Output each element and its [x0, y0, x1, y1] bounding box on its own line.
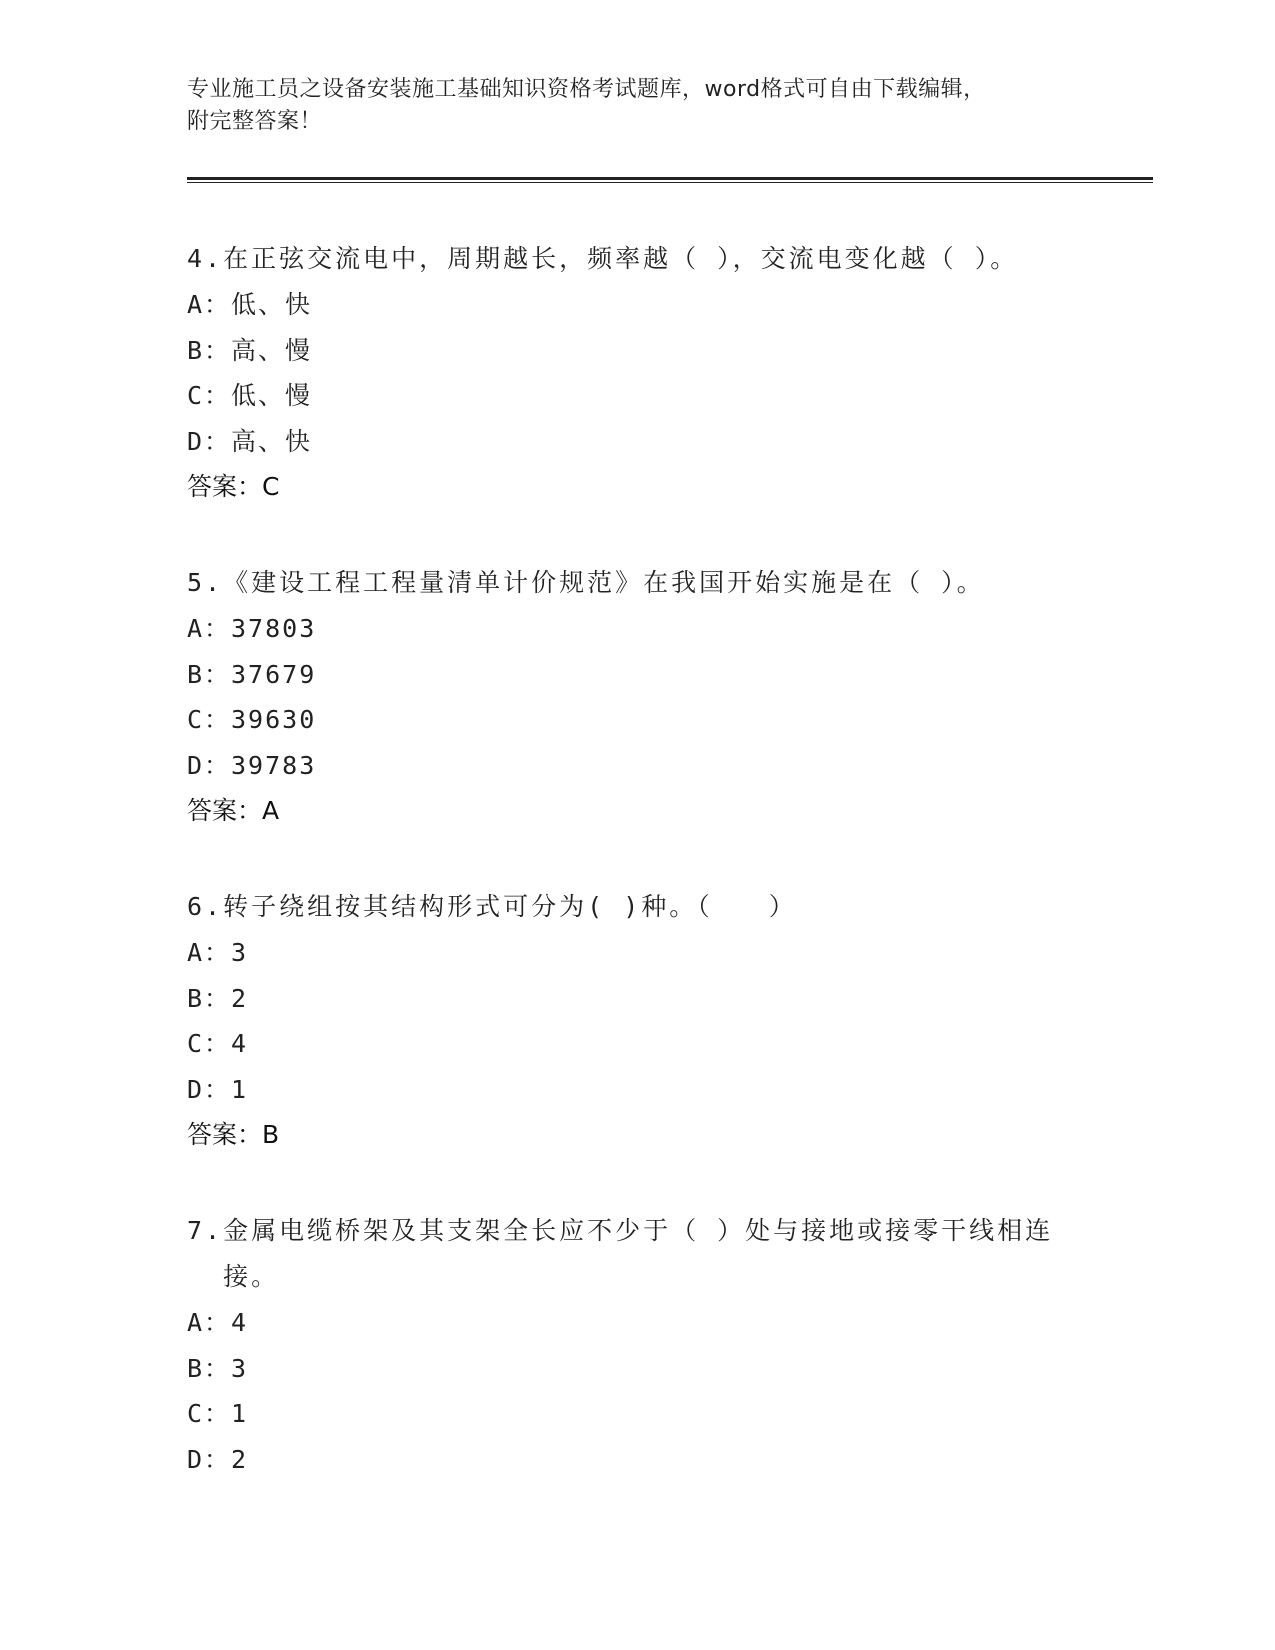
- option-value: 高、快: [231, 426, 313, 456]
- option-value: 3: [231, 938, 249, 967]
- option-value: 4: [231, 1029, 249, 1058]
- option-key: A：: [187, 290, 232, 319]
- option-key: B：: [187, 1353, 232, 1383]
- option-value: 37803: [231, 614, 317, 643]
- option-b: [187, 652, 1087, 698]
- option-a: [187, 282, 1087, 328]
- option-value: 37679: [231, 659, 317, 689]
- question-text: 在正弦交流电中，周期越长，频率越（ ），交流电变化越（ ）。: [223, 244, 1019, 273]
- option-a: [187, 930, 1087, 976]
- question-text: 《建设工程工程量清单计价规范》在我国开始实施是在（ ）。: [223, 568, 985, 597]
- question-stem: [187, 884, 1087, 930]
- option-key: D：: [187, 426, 232, 456]
- option-key: A：: [187, 614, 232, 643]
- question-text: 金属电缆桥架及其支架全长应不少于（ ）处与接地或接零干线相连接。: [223, 1216, 1054, 1291]
- option-b: [187, 1346, 1087, 1392]
- header-divider-thick: [187, 177, 1153, 180]
- option-value: 39630: [231, 705, 317, 734]
- option-c: [187, 373, 1087, 419]
- option-value: 3: [231, 1353, 249, 1383]
- option-value: 4: [231, 1308, 249, 1337]
- question-text: 转子绕组按其结构形式可分为( )种。（ ）: [223, 892, 797, 921]
- option-a: [187, 606, 1087, 652]
- option-key: A：: [187, 1308, 232, 1337]
- answer-line: 答案：B: [187, 1120, 280, 1149]
- option-a: [187, 1300, 1087, 1346]
- question-number: 4.: [187, 244, 224, 273]
- question-item: [187, 1208, 1087, 1482]
- header-divider-thin: [187, 182, 1153, 183]
- question-list: [187, 236, 1087, 1532]
- option-value: 2: [231, 983, 249, 1013]
- option-b: [187, 328, 1087, 374]
- option-value: 低、慢: [231, 381, 313, 410]
- option-d: [187, 419, 1087, 465]
- option-key: C：: [187, 1399, 232, 1428]
- answer-line: 答案：A: [187, 796, 280, 825]
- option-key: B：: [187, 335, 232, 365]
- question-number: 7.: [187, 1216, 224, 1245]
- question-number: 5.: [187, 568, 224, 597]
- question-number: 6.: [187, 892, 224, 921]
- question-stem: [187, 236, 1087, 282]
- option-b: [187, 976, 1087, 1022]
- option-value: 低、快: [231, 290, 313, 319]
- option-value: 高、慢: [231, 335, 313, 365]
- answer-line: 答案：C: [187, 472, 280, 501]
- question-item: [187, 884, 1087, 1158]
- option-value: 1: [231, 1399, 249, 1428]
- option-key: D：: [187, 1444, 232, 1474]
- option-d: [187, 743, 1087, 789]
- option-key: D：: [187, 750, 232, 780]
- document-header: [187, 74, 1067, 138]
- question-stem: [187, 1208, 1087, 1300]
- option-key: C：: [187, 705, 232, 734]
- option-value: 1: [231, 1074, 249, 1104]
- option-value: 2: [231, 1444, 249, 1474]
- option-key: B：: [187, 983, 232, 1013]
- option-value: 39783: [231, 750, 317, 780]
- option-key: A：: [187, 938, 232, 967]
- question-item: [187, 560, 1087, 834]
- option-key: D：: [187, 1074, 232, 1104]
- question-item: [187, 236, 1087, 510]
- option-c: [187, 1021, 1087, 1067]
- option-key: B：: [187, 659, 232, 689]
- option-key: C：: [187, 1029, 232, 1058]
- question-stem: [187, 560, 1087, 606]
- option-c: [187, 1391, 1087, 1437]
- header-title-line-1: 专业施工员之设备安装施工基础知识资格考试题库，word格式可自由下载编辑，: [187, 77, 986, 102]
- option-c: [187, 697, 1087, 743]
- option-key: C：: [187, 381, 232, 410]
- option-d: [187, 1437, 1087, 1483]
- option-d: [187, 1067, 1087, 1113]
- header-title-line-2: 附完整答案！: [187, 109, 323, 134]
